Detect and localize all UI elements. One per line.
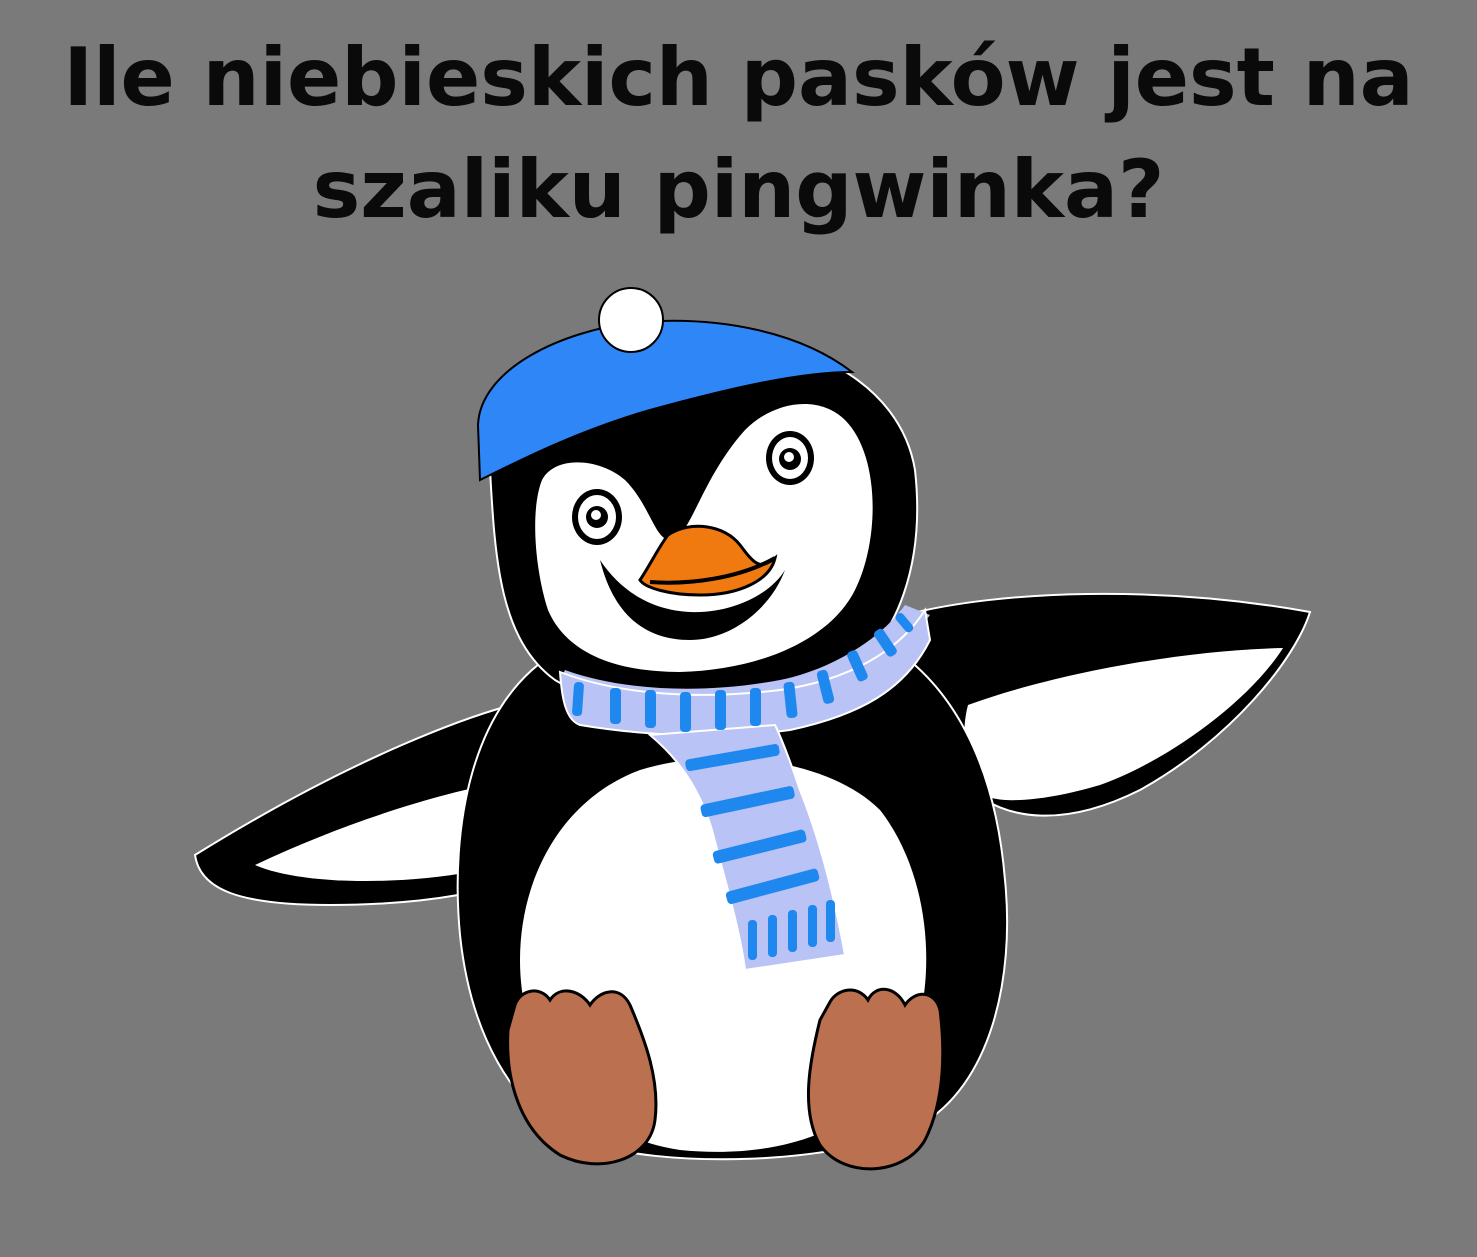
right-eye-icon [766,431,814,485]
question-line-2: szaliku pingwinka? [312,143,1165,236]
question-line-1: Ile niebieskich pasków jest na [63,31,1414,124]
left-foot-icon [508,991,656,1164]
right-foot-icon [808,989,942,1169]
question-title [0,22,1477,246]
left-eye-icon [572,489,622,545]
